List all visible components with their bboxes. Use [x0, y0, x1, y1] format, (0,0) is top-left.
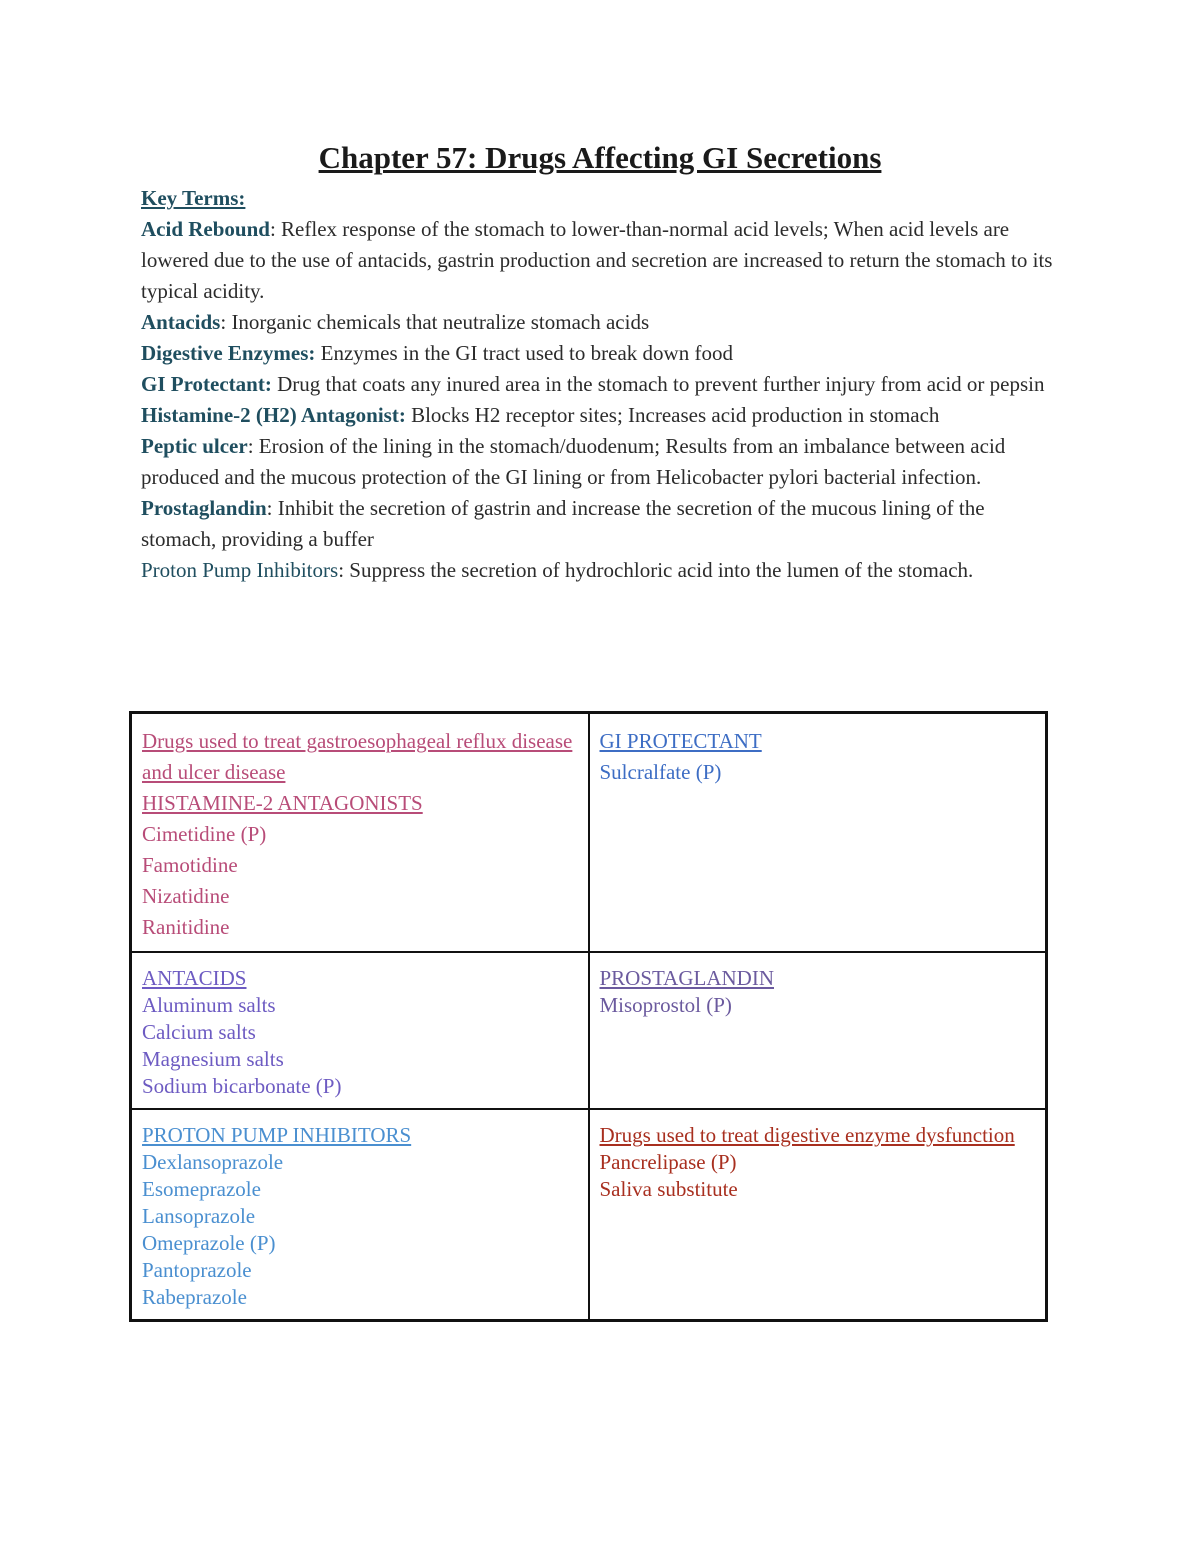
term-name: Peptic ulcer: [141, 434, 248, 458]
term-name: Prostaglandin: [141, 496, 267, 520]
cell-prostaglandin: [589, 952, 1047, 1109]
drug-item: Sulcralfate (P): [599, 760, 722, 784]
drug-item: Rabeprazole: [142, 1285, 247, 1309]
term-definition: : Suppress the secretion of hydrochloric acid into the lumen of the stomach.: [338, 558, 974, 582]
term-name: Proton Pump Inhibitors: [141, 558, 339, 582]
cell-heading: ANTACIDS: [142, 966, 247, 990]
term-name: GI Protectant:: [141, 372, 272, 396]
drug-item: Lansoprazole: [142, 1204, 256, 1228]
term-definition: : Inorganic chemicals that neutralize stomach acids: [220, 310, 650, 334]
drug-item: Nizatidine: [142, 884, 230, 908]
drug-item: Sodium bicarbonate (P): [142, 1074, 342, 1098]
term-definition: Drug that coats any inured area in the stomach to prevent further injury from acid or pepsin: [271, 372, 1045, 396]
cell-proton-pump-inhibitors: [131, 1109, 589, 1321]
term-peptic-ulcer: [141, 431, 1061, 493]
table-row: [131, 952, 1047, 1109]
drug-item: Esomeprazole: [142, 1177, 261, 1201]
drug-item: Saliva substitute: [599, 1177, 738, 1201]
table-row: [131, 713, 1047, 953]
drug-item: Omeprazole (P): [142, 1231, 276, 1255]
table-row: [131, 1109, 1047, 1321]
term-prostaglandin: [141, 493, 1061, 555]
term-definition: : Reflex response of the stomach to lower-than-normal acid levels; When acid levels are lowered due to the use of antacids, gastrin production and secretion are increased to return the stomach to its typical acidity.: [141, 217, 1053, 303]
drug-item: Calcium salts: [142, 1020, 256, 1044]
cell-antacids: [131, 952, 589, 1109]
term-definition: : Inhibit the secretion of gastrin and increase the secretion of the mucous lining of the stomach, providing a buffer: [141, 496, 985, 551]
key-terms-heading: Key Terms:: [141, 186, 246, 210]
term-acid-rebound: [141, 214, 1061, 307]
cell-heading: PROTON PUMP INHIBITORS: [142, 1123, 412, 1147]
cell-gi-protectant: [589, 713, 1047, 953]
drug-item: Cimetidine (P): [142, 822, 267, 846]
drug-item: Dexlansoprazole: [142, 1150, 284, 1174]
term-name: Digestive Enzymes:: [141, 341, 316, 365]
term-antacids: [141, 307, 1061, 338]
cell-heading: Drugs used to treat gastroesophageal reflux disease and ulcer disease: [142, 729, 573, 784]
cell-heading: Drugs used to treat digestive enzyme dysfunction: [599, 1123, 1015, 1147]
term-gi-protectant: [141, 369, 1061, 400]
drug-item: Famotidine: [142, 853, 238, 877]
drug-item: Pancrelipase (P): [599, 1150, 737, 1174]
drug-item: Aluminum salts: [142, 993, 276, 1017]
key-terms-section: [141, 183, 1061, 586]
drug-classes-table: [129, 711, 1048, 1322]
cell-heading: GI PROTECTANT: [599, 729, 762, 753]
cell-gerd-ulcer-drugs: [131, 713, 589, 953]
page-title: Chapter 57: Drugs Affecting GI Secretions: [318, 140, 882, 175]
term-definition: Enzymes in the GI tract used to break down food: [315, 341, 733, 365]
term-proton-pump-inhibitors: [141, 555, 1061, 586]
drug-item: Ranitidine: [142, 915, 230, 939]
cell-heading: PROSTAGLANDIN: [599, 966, 774, 990]
cell-digestive-enzyme-drugs: [589, 1109, 1047, 1321]
term-definition: Blocks H2 receptor sites; Increases acid production in stomach: [405, 403, 940, 427]
term-name: Acid Rebound: [141, 217, 270, 241]
drug-item: Magnesium salts: [142, 1047, 284, 1071]
term-h2-antagonist: [141, 400, 1061, 431]
drug-item: Pantoprazole: [142, 1258, 252, 1282]
term-digestive-enzymes: [141, 338, 1061, 369]
cell-subheading: HISTAMINE-2 ANTAGONISTS: [142, 791, 423, 815]
drug-item: Misoprostol (P): [599, 993, 732, 1017]
term-definition: : Erosion of the lining in the stomach/duodenum; Results from an imbalance between acid produced and the mucous protection of the GI lining or from Helicobacter pylori bacterial infection.: [141, 434, 1006, 489]
term-name: Antacids: [141, 310, 221, 334]
term-name: Histamine-2 (H2) Antagonist:: [141, 403, 406, 427]
